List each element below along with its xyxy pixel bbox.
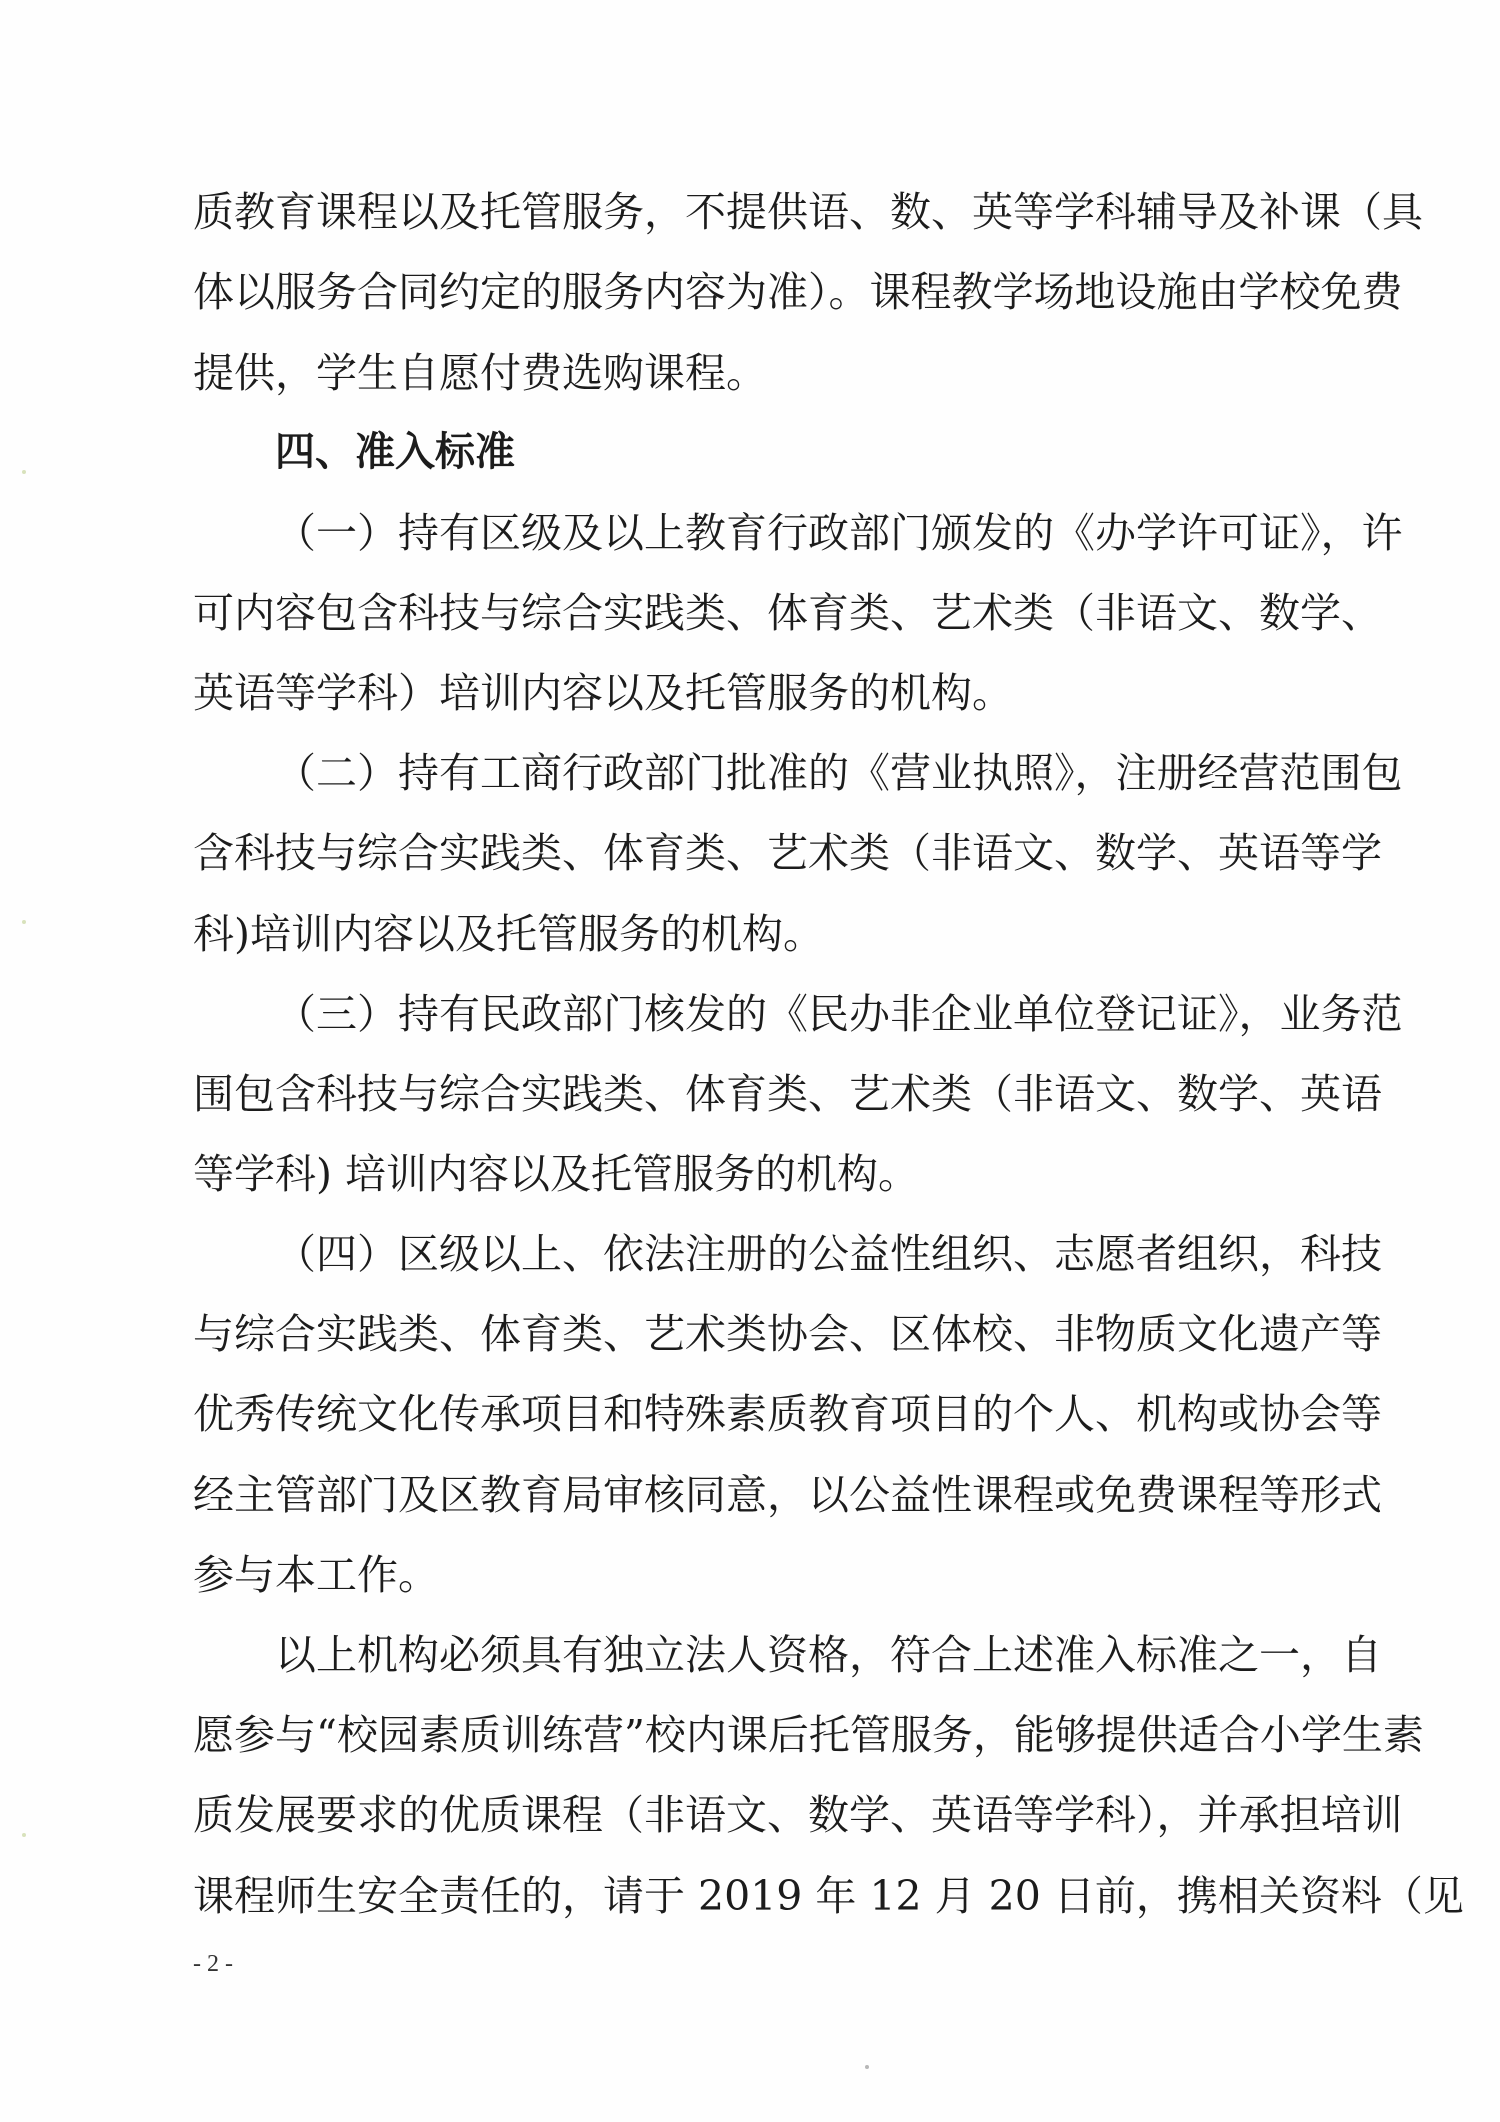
paragraph-line: 课程师生安全责任的，请于 2019 年 12 月 20 日前，携相关资料（见 — [193, 1872, 1464, 1920]
paragraph-line: 围包含科技与综合实践类、体育类、艺术类（非语文、数学、英语 — [193, 1070, 1382, 1118]
paragraph-line: 质教育课程以及托管服务，不提供语、数、英等学科辅导及补课（具 — [193, 188, 1423, 236]
paragraph-line: 等学科) 培训内容以及托管服务的机构。 — [193, 1150, 920, 1198]
paragraph-line: 质发展要求的优质课程（非语文、数学、英语等学科），并承担培训 — [193, 1791, 1403, 1839]
section-heading: 四、准入标准 — [275, 429, 515, 475]
paragraph-line: （一）持有区级及以上教育行政部门颁发的《办学许可证》，许 — [275, 509, 1403, 557]
paragraph-line: 英语等学科）培训内容以及托管服务的机构。 — [193, 669, 1013, 717]
paragraph-line: 可内容包含科技与综合实践类、体育类、艺术类（非语文、数学、 — [193, 589, 1382, 637]
paragraph-line: （四）区级以上、依法注册的公益性组织、志愿者组织，科技 — [275, 1230, 1382, 1278]
paragraph-line: 经主管部门及区教育局审核同意，以公益性课程或免费课程等形式 — [193, 1471, 1382, 1519]
page-number: - 2 - — [193, 1951, 233, 1977]
paragraph-line: 含科技与综合实践类、体育类、艺术类（非语文、数学、英语等学 — [193, 829, 1382, 877]
paragraph-line: 体以服务合同约定的服务内容为准）。课程教学场地设施由学校免费 — [193, 268, 1403, 316]
paragraph-line: 以上机构必须具有独立法人资格，符合上述准入标准之一，自 — [275, 1631, 1382, 1679]
paragraph-line: 愿参与“校园素质训练营”校内课后托管服务，能够提供适合小学生素 — [193, 1711, 1424, 1759]
paragraph-line: 与综合实践类、体育类、艺术类协会、区体校、非物质文化遗产等 — [193, 1310, 1382, 1358]
paragraph-line: （二）持有工商行政部门批准的《营业执照》，注册经营范围包 — [275, 749, 1403, 797]
scan-speck — [22, 1833, 26, 1837]
scan-speck — [22, 470, 26, 474]
paragraph-line: （三）持有民政部门核发的《民办非企业单位登记证》，业务范 — [275, 990, 1403, 1038]
paragraph-line: 提供，学生自愿付费选购课程。 — [193, 349, 767, 397]
paragraph-line: 优秀传统文化传承项目和特殊素质教育项目的个人、机构或协会等 — [193, 1390, 1382, 1438]
paragraph-line: 参与本工作。 — [193, 1551, 439, 1599]
paragraph-line: 科)培训内容以及托管服务的机构。 — [193, 910, 824, 958]
scan-speck — [22, 920, 26, 924]
scan-speck — [865, 2065, 869, 2069]
